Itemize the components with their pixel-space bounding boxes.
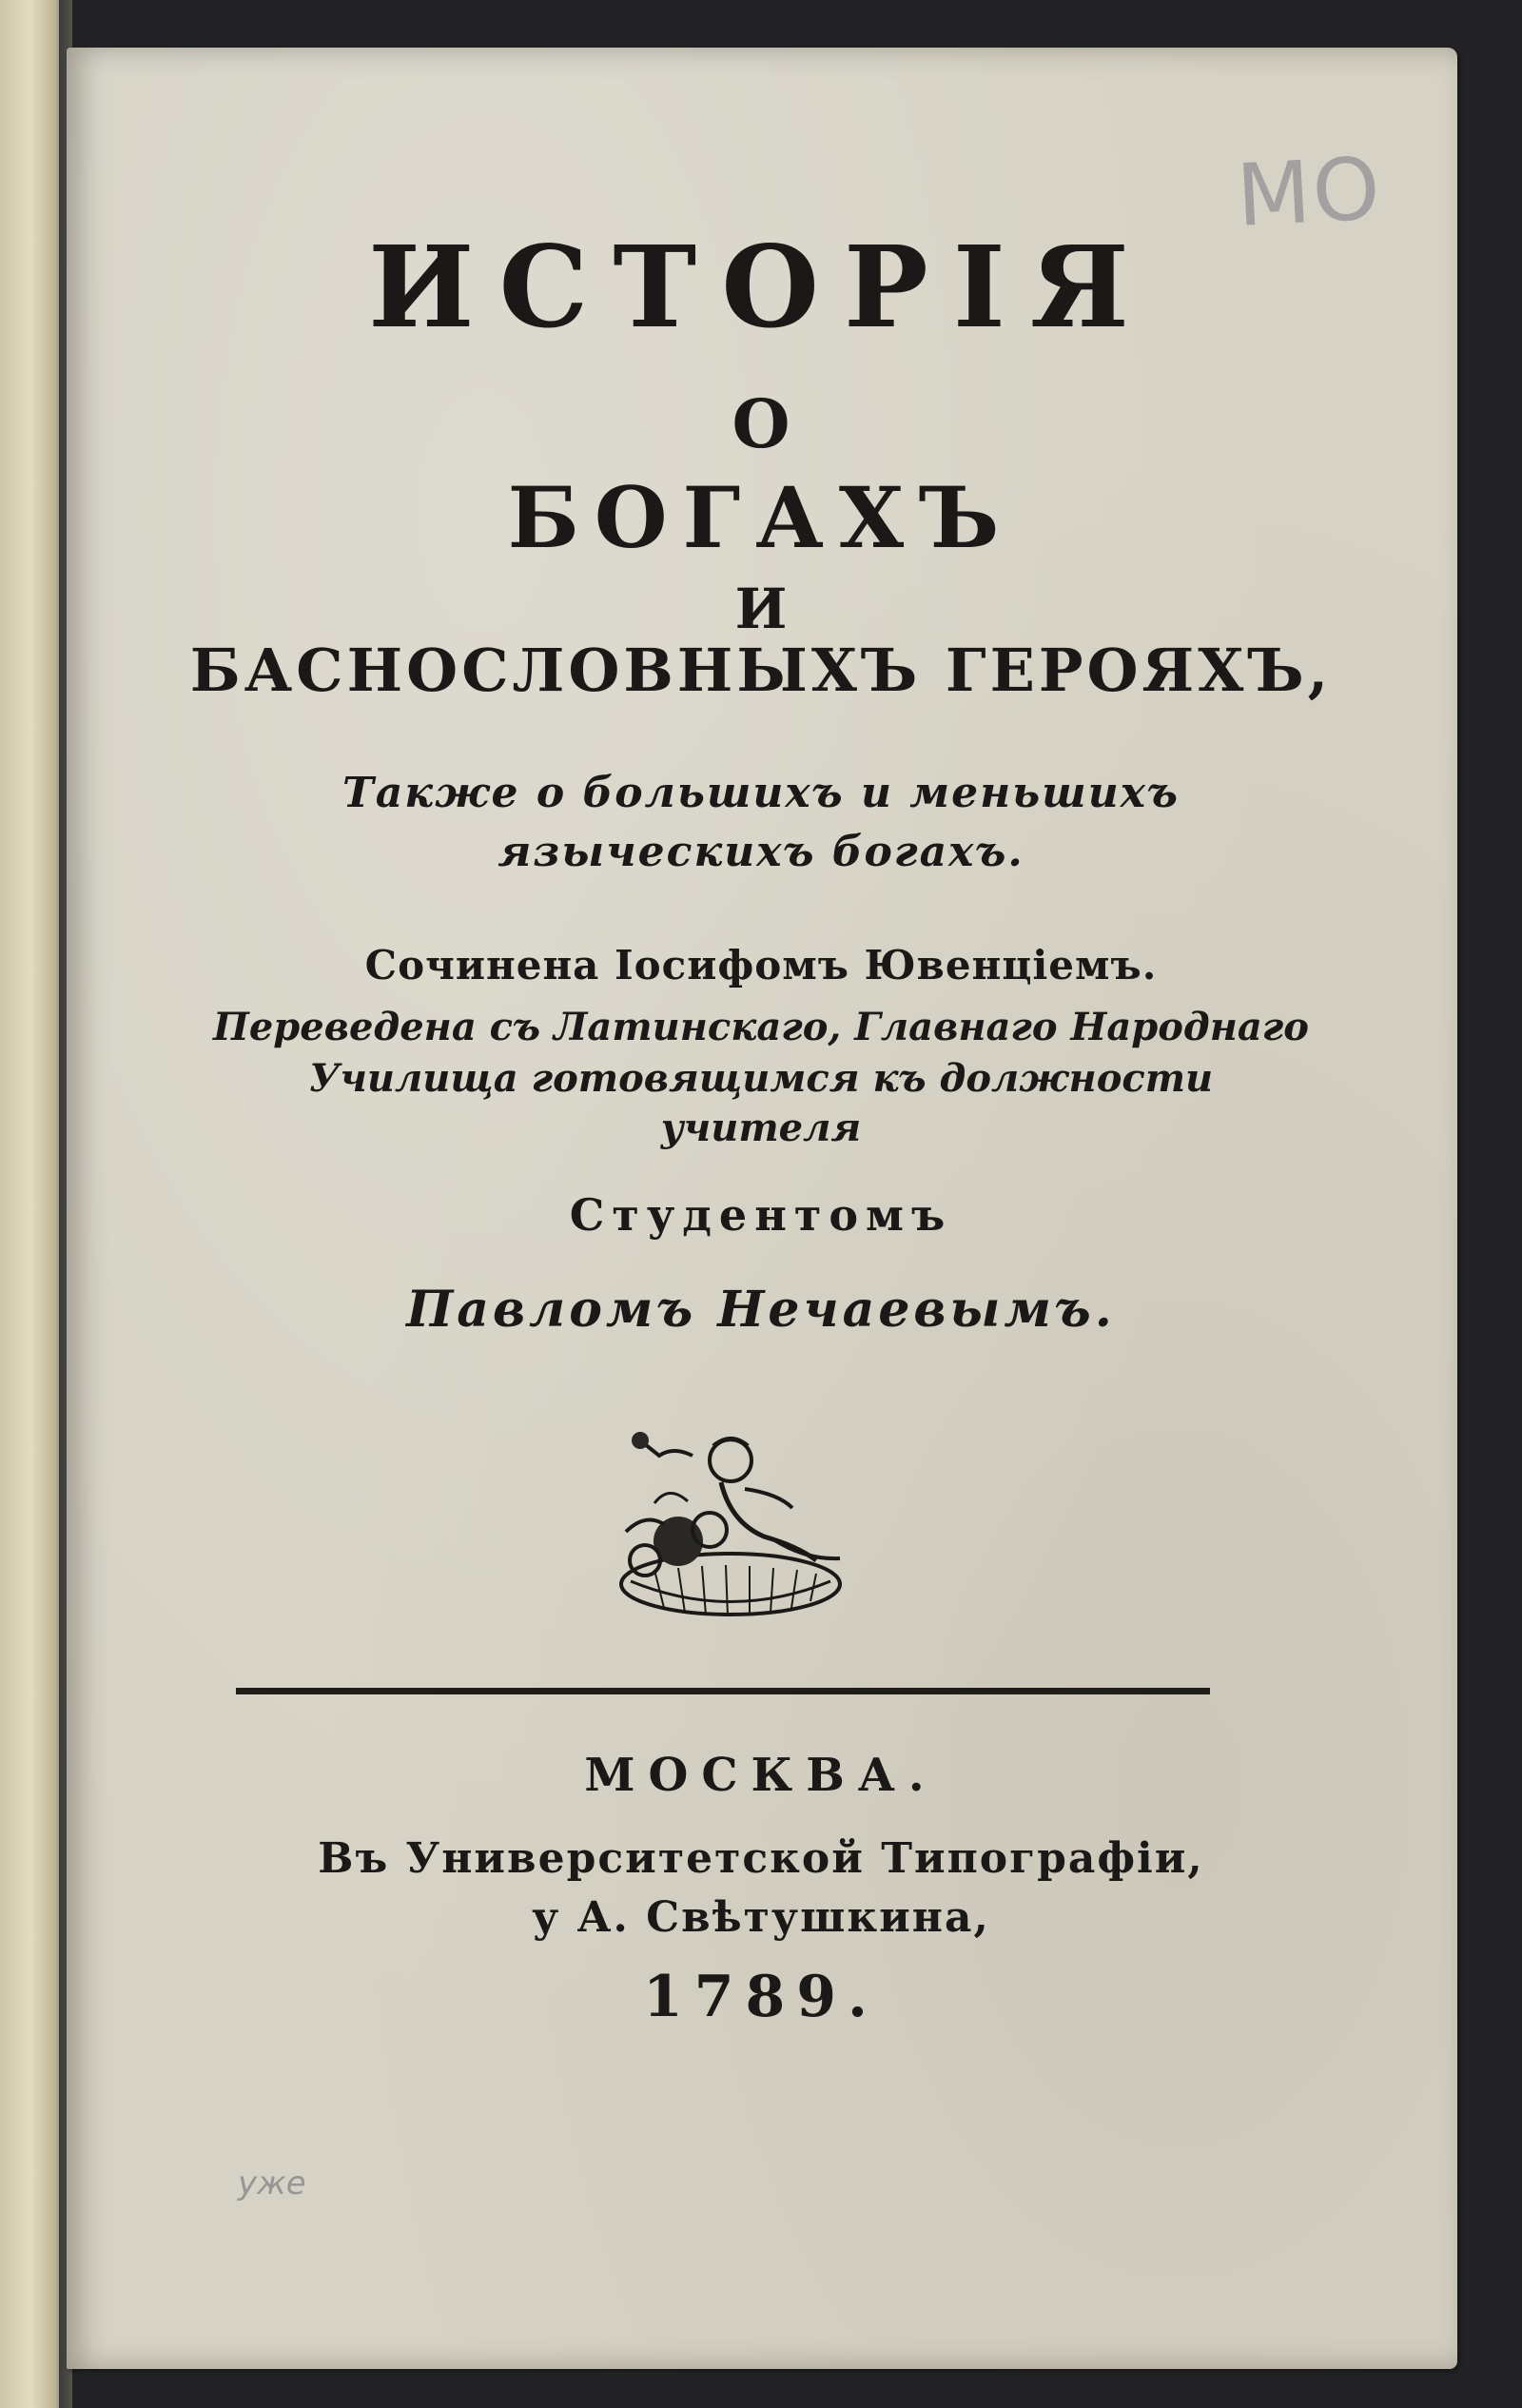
translation-line-1: Переведена съ Латинскаго, Главнаго Народнаго xyxy=(213,1005,1309,1049)
imprint-press-line-2: у А. Свѣтушкина, xyxy=(532,1893,990,1942)
author-line: Сочинена Іосифомъ Ювенціемъ. xyxy=(364,942,1158,989)
subject-gods: БОГАХЪ xyxy=(507,468,1015,567)
conjunction-o: О xyxy=(732,384,790,463)
subtitle-line-1: Также о большихъ и меньшихъ xyxy=(342,769,1180,817)
subtitle-line-2: языческихъ богахъ. xyxy=(498,828,1024,876)
library-stamp: МО xyxy=(1234,139,1385,246)
translation-line-3: учителя xyxy=(660,1106,862,1150)
translation-line-2: Училища готовящимся къ должности xyxy=(308,1056,1214,1101)
imprint-year: 1789. xyxy=(643,1964,879,2030)
imprint-city: МОСКВА. xyxy=(584,1749,938,1802)
conjunction-i: И xyxy=(734,577,788,641)
translator-name: Павломъ Нечаевымъ. xyxy=(406,1281,1116,1339)
horizontal-rule xyxy=(236,1688,1210,1694)
translator-label: Студентомъ xyxy=(569,1189,953,1241)
imprint-press-line-1: Въ Университетской Типографіи, xyxy=(318,1834,1204,1883)
subject-heroes: БАСНОСЛОВНЫХЪ ГЕРОЯХЪ, xyxy=(189,636,1333,705)
cherub-vignette-icon xyxy=(588,1418,873,1627)
page-title: ИСТОРІЯ xyxy=(368,221,1154,353)
pencil-annotation: уже xyxy=(238,2164,306,2202)
